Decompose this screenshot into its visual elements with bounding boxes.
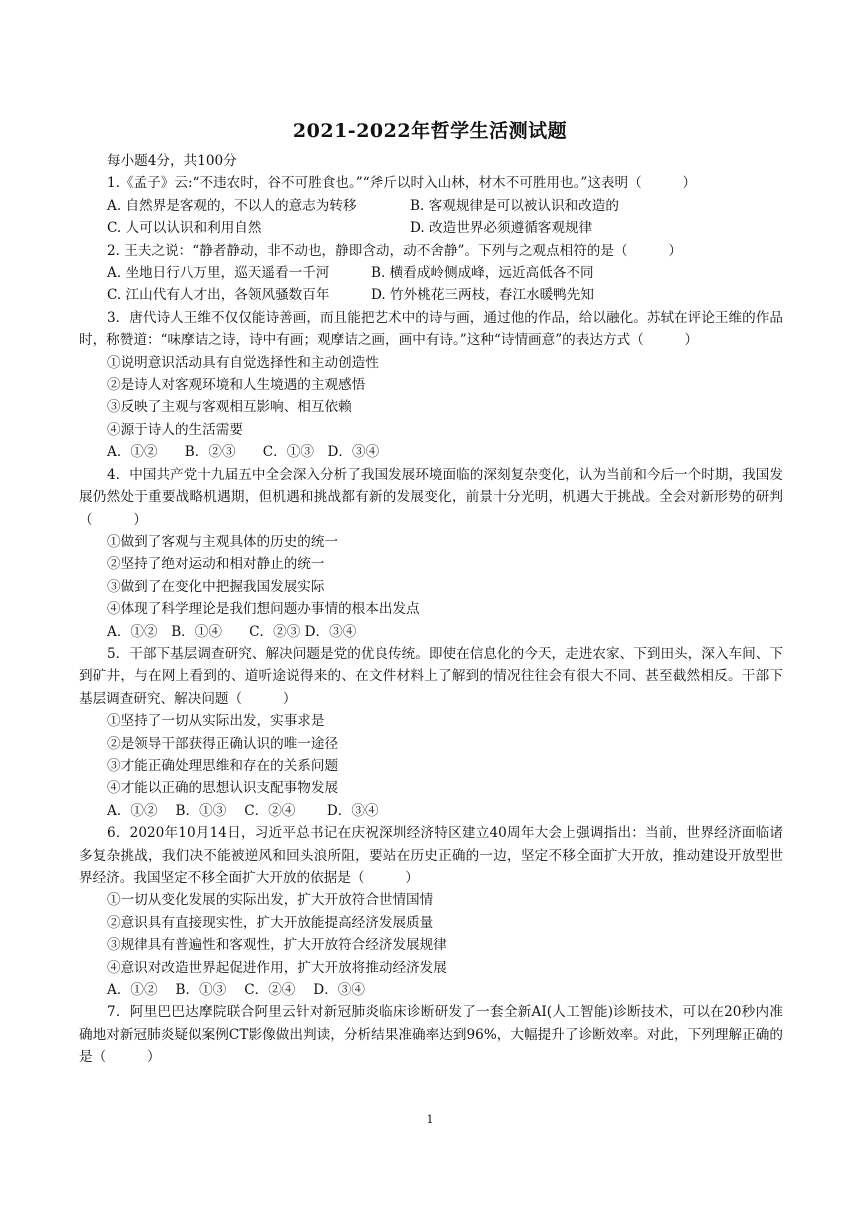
question-1-stem: 1.《孟子》云:“不违农时，谷不可胜食也。”“斧斤以时入山林，材木不可胜用也。”这表明（ ） (107, 175, 697, 192)
statement-2: ②是领导干部获得正确认识的唯一途径 (107, 735, 339, 752)
question-1-options-row-1 (79, 195, 783, 217)
statement-4: ④体现了科学理论是我们想问题办事情的根本出发点 (107, 601, 420, 618)
question-2-options-row-2 (79, 284, 783, 306)
statement-3: ③才能正确处理思维和存在的关系问题 (107, 757, 339, 774)
option-c: C. 人可以认识和利用自然 (107, 220, 262, 237)
statement-3: ③反映了主观与客观相互影响、相互依赖 (107, 399, 352, 416)
question-5-stem: 5．干部下基层调查研究、解决问题是党的优良传统。即使在信息化的今天，走进农家、下到田头，深入车间、下到矿井，与在网上看到的、道听途说得来的、在文件材料上了解到的情况往往会有很大不同、甚至截然相反。干部下基层调查研究、解决问题（ ） (79, 645, 783, 707)
statement-4: ④才能以正确的思想认识支配事物发展 (107, 780, 339, 797)
answer-options: A．①② B．②③ C．①③ D．③④ (107, 444, 380, 461)
option-d: D. 改造世界必须遵循客观规律 (410, 220, 593, 237)
answer-options: A．①② B．①③ C．②④ D．③④ (107, 982, 365, 999)
answer-options: A．①② B．①③ C．②④ D．③④ (107, 802, 379, 819)
question-2-options-row-1 (79, 262, 783, 284)
statement-2: ②坚持了绝对运动和相对静止的统一 (107, 556, 325, 573)
option-a: A. 自然界是客观的，不以人的意志为转移 (107, 197, 357, 214)
option-b: B. 横看成岭侧成峰，远近高低各不同 (371, 265, 594, 282)
question-3-stem: 3．唐代诗人王维不仅仅能诗善画，而且能把艺术中的诗与画，通过他的作品，给以融化。苏轼在评论王维的作品时，称赞道：“味摩诘之诗，诗中有画；观摩诘之画，画中有诗。”这种“诗情画意”的表达方式（ ） (79, 309, 783, 349)
statement-2: ②是诗人对客观环境和人生境遇的主观感悟 (107, 377, 366, 394)
option-c: C. 江山代有人才出，各领风骚数百年 (107, 287, 330, 304)
question-list (79, 150, 783, 1069)
page-number: 1 (426, 1113, 434, 1126)
option-d: D. 竹外桃花三两枝，春江水暖鸭先知 (371, 287, 594, 304)
statement-1: ①做到了客观与主观具体的历史的统一 (107, 533, 339, 550)
instructions: 每小题4分，共100分 (107, 153, 237, 169)
statement-2: ②意识具有直接现实性，扩大开放能提高经济发展质量 (107, 914, 434, 931)
question-7-stem: 7．阿里巴巴达摩院联合阿里云针对新冠肺炎临床诊断研发了一套全新AI(人工智能)诊断技术，可以在20秒内准确地对新冠肺炎疑似案例CT影像做出判读，分析结果准确率达到96%，大幅提升了诊断效率。对此，下列理解正确的是（ ） (79, 1004, 783, 1066)
statement-3: ③规律具有普遍性和客观性，扩大开放符合经济发展规律 (107, 937, 447, 954)
statement-1: ①说明意识活动具有自觉选择性和主动创造性 (107, 354, 379, 371)
answer-options: A．①② B．①④ C．②③ D．③④ (107, 623, 357, 640)
question-1-options-row-2 (79, 217, 783, 239)
statement-4: ④意识对改造世界起促进作用，扩大开放将推动经济发展 (107, 959, 447, 976)
statement-1: ①一切从变化发展的实际出发，扩大开放符合世情国情 (107, 892, 434, 909)
statement-3: ③做到了在变化中把握我国发展实际 (107, 578, 325, 595)
option-a: A. 坐地日行八万里，巡天遥看一千河 (107, 265, 330, 282)
option-b: B. 客观规律是可以被认识和改造的 (410, 197, 619, 214)
question-4-stem: 4．中国共产党十九届五中全会深入分析了我国发展环境面临的深刻复杂变化，认为当前和今后一个时期，我国发展仍然处于重要战略机遇期，但机遇和挑战都有新的发展变化，前景十分光明，机遇大于挑战。全会对新形势的研判（ ） (79, 466, 783, 528)
statement-1: ①坚持了一切从实际出发，实事求是 (107, 713, 325, 730)
page-title: 2021-2022年哲学生活测试题 (292, 120, 568, 142)
question-6-stem: 6．2020年10月14日，习近平总书记在庆祝深圳经济特区建立40周年大会上强调指出：当前，世界经济面临诸多复杂挑战，我们决不能被逆风和回头浪所阻，要站在历史正确的一边，坚定不移全面扩大开放，推动建设开放型世界经济。我国坚定不移全面扩大开放的依据是（ ） (79, 825, 783, 886)
statement-4: ④源于诗人的生活需要 (107, 421, 243, 438)
question-2-stem: 2. 王夫之说：“静者静动，非不动也，静即含动，动不舍静”。下列与之观点相符的是（ ） (107, 242, 682, 259)
